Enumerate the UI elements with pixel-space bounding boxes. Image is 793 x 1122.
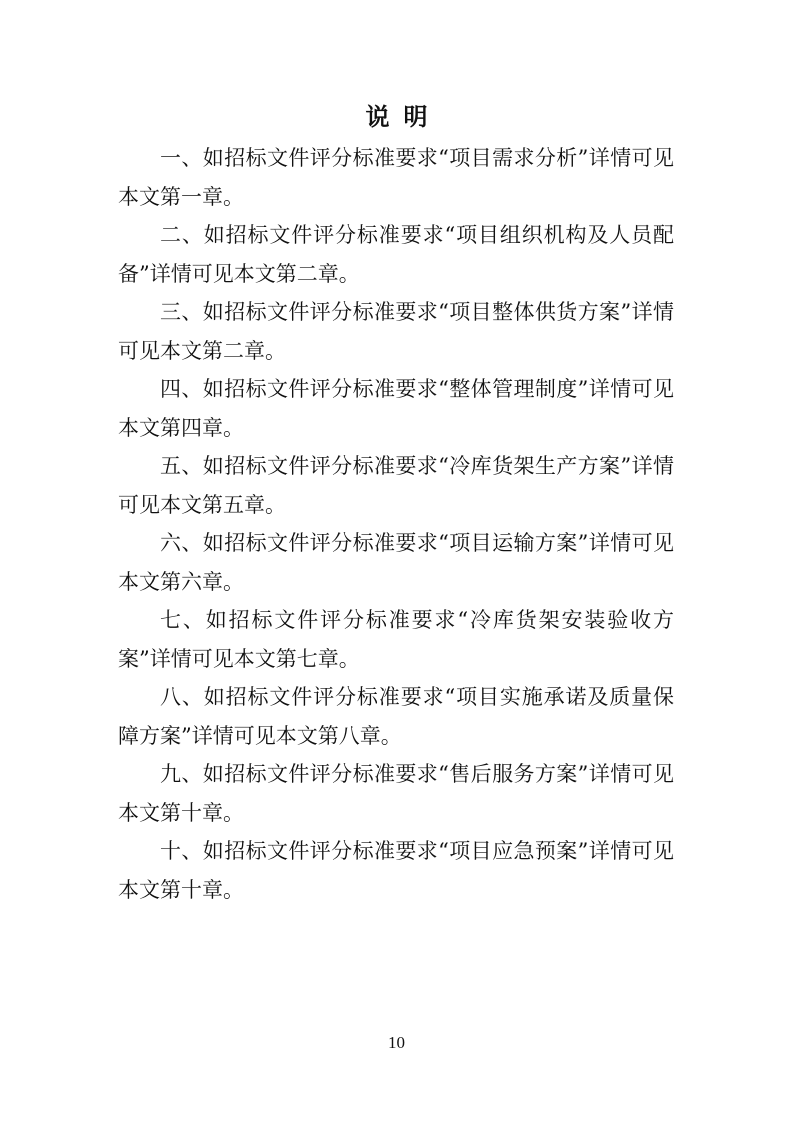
document-body xyxy=(118,139,674,909)
paragraph-3: 三、如招标文件评分标准要求“项目整体供货方案”详情可见本文第二章。 xyxy=(118,300,674,363)
paragraph-8: 八、如招标文件评分标准要求“项目实施承诺及质量保障方案”详情可见本文第八章。 xyxy=(118,685,674,748)
page-number: 10 xyxy=(388,1033,405,1052)
paragraph-4: 四、如招标文件评分标准要求“整体管理制度”详情可见本文第四章。 xyxy=(118,377,674,440)
paragraph-5: 五、如招标文件评分标准要求“冷库货架生产方案”详情可见本文第五章。 xyxy=(118,454,674,517)
paragraph-7: 七、如招标文件评分标准要求“冷库货架安装验收方案”详情可见本文第七章。 xyxy=(118,608,674,671)
paragraph-2: 二、如招标文件评分标准要求“项目组织机构及人员配备”详情可见本文第二章。 xyxy=(118,223,674,286)
paragraph-6: 六、如招标文件评分标准要求“项目运输方案”详情可见本文第六章。 xyxy=(118,531,674,594)
page-title: 说明 xyxy=(365,102,442,131)
paragraph-10: 十、如招标文件评分标准要求“项目应急预案”详情可见本文第十章。 xyxy=(118,839,674,902)
paragraph-1: 一、如招标文件评分标准要求“项目需求分析”详情可见本文第一章。 xyxy=(118,146,674,209)
paragraph-9: 九、如招标文件评分标准要求“售后服务方案”详情可见本文第十章。 xyxy=(118,762,674,825)
